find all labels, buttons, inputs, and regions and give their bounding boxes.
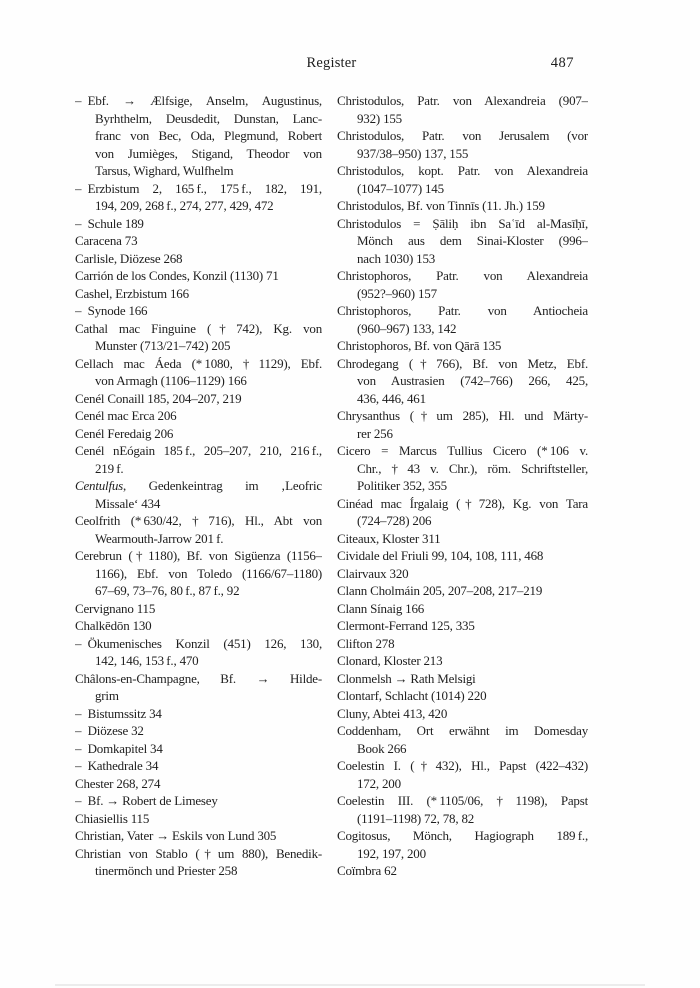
index-line: nach 1030) 153 bbox=[357, 250, 436, 266]
index-line: Chrysanthus († um 285), Hl. und Märty- bbox=[337, 408, 588, 423]
index-line: – Erzbistum 2, 165 f., 175 f., 182, 191, bbox=[75, 180, 322, 196]
index-line: Christian, Vater → Eskils von Lund 305 bbox=[75, 828, 277, 843]
index-line: Cellach mac Áeda (* 1080, † 1129), Ebf. bbox=[75, 355, 322, 371]
index-line: 219 f. bbox=[95, 460, 124, 476]
index-line: Ceolfrith (* 630/42, † 716), Hl., Abt von bbox=[75, 513, 322, 528]
index-line: Chrodegang († 766), Bf. von Metz, Ebf. bbox=[337, 355, 588, 371]
index-line: Wearmouth-Jarrow 201 f. bbox=[95, 530, 224, 546]
index-line: Clonard, Kloster 213 bbox=[337, 653, 443, 668]
index-line bbox=[75, 477, 322, 495]
index-line: Cervignano 115 bbox=[75, 600, 156, 616]
index-line: Caracena 73 bbox=[75, 233, 138, 248]
running-head bbox=[75, 54, 588, 72]
index-line: Cenél Feredaig 206 bbox=[75, 425, 174, 441]
index-line: 172, 200 bbox=[357, 775, 401, 791]
index-line: von Armagh (1106–1129) 166 bbox=[95, 373, 247, 388]
index-line: Cividale del Friuli 99, 104, 108, 111, 468 bbox=[337, 548, 544, 563]
index-line: Coelestin I. († 432), Hl., Papst (422–432) bbox=[337, 758, 588, 773]
index-line: – Schule 189 bbox=[75, 215, 144, 231]
index-line: 142, 146, 153 f., 470 bbox=[95, 653, 199, 668]
index-line: Clifton 278 bbox=[337, 635, 395, 651]
index-line: Christophoros, Patr. von Antiocheia bbox=[337, 303, 588, 318]
index-line: – Synode 166 bbox=[75, 303, 148, 318]
index-line: grim bbox=[95, 688, 119, 703]
index-line: (960–967) 133, 142 bbox=[357, 320, 457, 336]
index-line: 67–69, 73–76, 80 f., 87 f., 92 bbox=[95, 583, 240, 598]
index-line: (952?–960) 157 bbox=[357, 285, 437, 301]
index-line: franc von Bec, Oda, Plegmund, Robert bbox=[95, 128, 322, 143]
index-line: Christian von Stablo († um 880), Benedik- bbox=[75, 845, 322, 861]
index-line: Christodulos, kopt. Patr. von Alexandreia bbox=[337, 163, 588, 178]
index-line: Christodulos, Patr. von Alexandreia (907– bbox=[337, 93, 588, 108]
index-line: 192, 197, 200 bbox=[357, 845, 426, 861]
index-line: Chiasiellis 115 bbox=[75, 810, 150, 826]
index-line: Christophoros, Bf. von Qārā 135 bbox=[337, 338, 502, 353]
index-line: Coelestin III. (* 1105/06, † 1198), Papst bbox=[337, 793, 588, 808]
index-line: rer 256 bbox=[357, 425, 393, 441]
index-line: Clann Cholmáin 205, 207–208, 217–219 bbox=[337, 583, 543, 598]
index-line: Cathal mac Finguine († 742), Kg. von bbox=[75, 320, 322, 336]
index-line: Cicero = Marcus Tullius Cicero (* 106 v. bbox=[337, 443, 588, 458]
index-line: 932) 155 bbox=[357, 110, 402, 126]
index-line: Book 266 bbox=[357, 740, 407, 756]
index-line: – Ebf. → Ælfsige, Anselm, Augustinus, bbox=[75, 93, 322, 108]
index-line: 194, 209, 268 f., 274, 277, 429, 472 bbox=[95, 198, 274, 213]
index-line: 937/38–950) 137, 155 bbox=[357, 145, 469, 161]
index-line: (1047–1077) 145 bbox=[357, 180, 444, 196]
index-line: Christodulos = Ṣāliḥ ibn Saʿīd al-Masīḥī, bbox=[337, 215, 588, 231]
index-column-right bbox=[337, 92, 588, 880]
index-text: , Gedenkeintrag im ‚Leofric bbox=[123, 478, 322, 493]
index-line: Tarsus, Wighard, Wulfhelm bbox=[95, 163, 234, 178]
index-line: Cenél Conaill 185, 204–207, 219 bbox=[75, 390, 242, 406]
index-line: – Kathedrale 34 bbox=[75, 758, 159, 773]
index-line: Christodulos, Bf. von Tinnīs (11. Jh.) 159 bbox=[337, 198, 545, 213]
index-line: – Ökumenisches Konzil (451) 126, 130, bbox=[75, 635, 322, 651]
index-line: Clontarf, Schlacht (1014) 220 bbox=[337, 688, 487, 703]
index-line: 436, 446, 461 bbox=[357, 390, 426, 406]
index-line: Coddenham, Ort erwähnt im Domesday bbox=[337, 723, 588, 738]
index-line: Citeaux, Kloster 311 bbox=[337, 530, 441, 546]
index-line: – Bf. → Robert de Limesey bbox=[75, 793, 218, 808]
index-line: Cashel, Erzbistum 166 bbox=[75, 285, 189, 301]
index-line: (724–728) 206 bbox=[357, 513, 432, 528]
index-line: Mönch aus dem Sinai-Kloster (996– bbox=[357, 233, 588, 248]
index-line: von Jumièges, Stigand, Theodor von bbox=[95, 145, 322, 161]
index-line: Byrhthelm, Deusdedit, Dunstan, Lanc- bbox=[95, 110, 322, 126]
index-line: – Bistumssitz 34 bbox=[75, 705, 162, 721]
index-line: Carrión de los Condes, Konzil (1130) 71 bbox=[75, 268, 279, 283]
index-line: Coïmbra 62 bbox=[337, 863, 397, 878]
index-line: Carlisle, Diözese 268 bbox=[75, 250, 183, 266]
index-line: Clann Sínaig 166 bbox=[337, 600, 425, 616]
index-line: Christophoros, Patr. von Alexandreia bbox=[337, 268, 588, 283]
index-line: Chester 268, 274 bbox=[75, 775, 161, 791]
index-line: Chr., † 43 v. Chr.), röm. Schriftsteller, bbox=[357, 460, 588, 476]
index-line: Châlons-en-Champagne, Bf. → Hilde- bbox=[75, 670, 322, 686]
index-line: Cinéad mac Írgalaig († 728), Kg. von Tara bbox=[337, 495, 588, 511]
index-column-left bbox=[75, 92, 322, 880]
index-line: Christodulos, Patr. von Jerusalem (vor bbox=[337, 128, 588, 143]
index-line: – Diözese 32 bbox=[75, 723, 144, 738]
index-line: Chalkēdōn 130 bbox=[75, 618, 152, 633]
index-line: – Domkapitel 34 bbox=[75, 740, 163, 756]
index-line: von Austrasien (742–766) 266, 425, bbox=[357, 373, 588, 388]
index-line: Cenél nEógain 185 f., 205–207, 210, 216 f., bbox=[75, 443, 322, 458]
index-line: 1166), Ebf. von Toledo (1166/67–1180) bbox=[95, 565, 322, 581]
index-line: Cluny, Abtei 413, 420 bbox=[337, 705, 448, 721]
index-line: Cogitosus, Mönch, Hagiograph 189 f., bbox=[337, 828, 588, 843]
page-bottom-edge bbox=[55, 984, 645, 986]
page-number: 487 bbox=[550, 55, 574, 71]
index-term-italic: Centulfus bbox=[75, 478, 124, 493]
page-title: Register bbox=[306, 55, 357, 71]
index-line: Politiker 352, 355 bbox=[357, 478, 447, 493]
index-line: Clonmelsh → Rath Melsigi bbox=[337, 670, 476, 686]
index-line: Cerebrun († 1180), Bf. von Sigüenza (1156– bbox=[75, 548, 322, 563]
index-line: (1191–1198) 72, 78, 82 bbox=[357, 810, 475, 826]
index-line: Cenél mac Erca 206 bbox=[75, 408, 177, 423]
index-line: Clermont-Ferrand 125, 335 bbox=[337, 618, 475, 633]
index-line: Munster (713/21–742) 205 bbox=[95, 338, 231, 353]
index-line: Clairvaux 320 bbox=[337, 565, 409, 581]
index-line: Missale‘ 434 bbox=[95, 495, 161, 511]
index-line: tinermönch und Priester 258 bbox=[95, 863, 238, 878]
